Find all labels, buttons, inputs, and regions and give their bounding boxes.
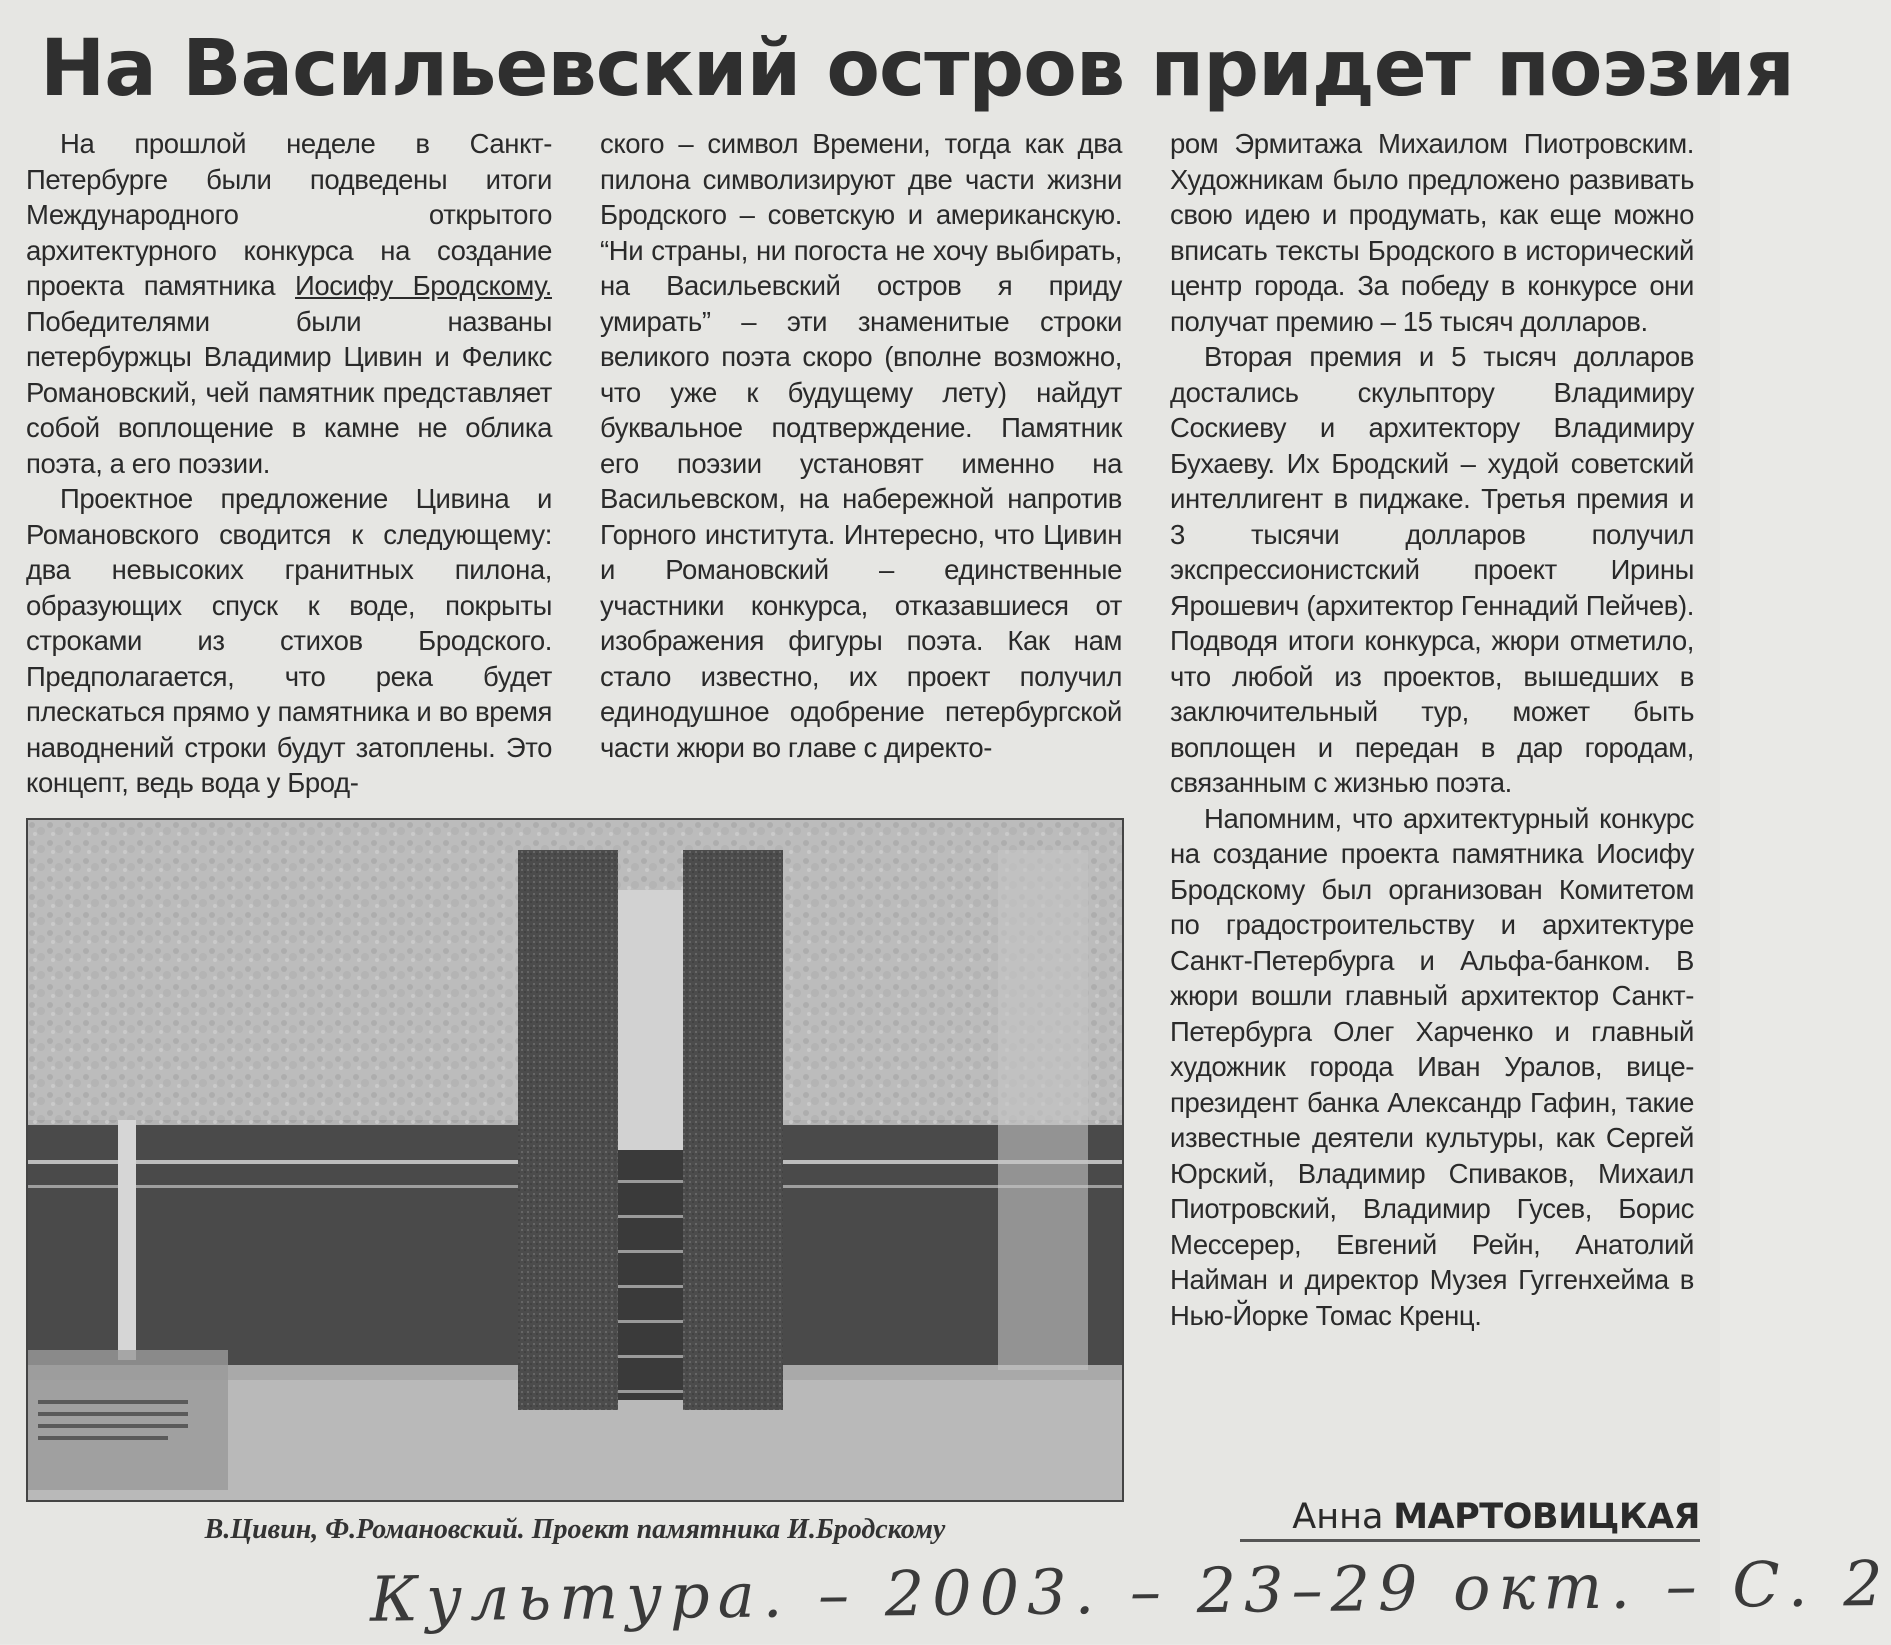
handwritten-source-note: Культура. – 2003. – 23–29 окт. – С. 2	[369, 1546, 1891, 1636]
paragraph: На прошлой неделе в Санкт-Петербурге были подведены итоги Международного открытого архитектурного конкурса на создание проекта памятника Иосифу Бродскому. Победителями были названы петербуржцы Владимир Цивин и Феликс Романовский, чей памятник представляет собой воплощение в камне не облика поэта, а его поэзии.	[26, 128, 552, 479]
article-headline: На Васильевский остров придет поэзия	[40, 24, 1794, 114]
author-byline	[1240, 1492, 1700, 1542]
monument-illustration	[28, 820, 1122, 1500]
paragraph: Проектное предложение Цивина и Романовского сводится к следующему: два невысоких гранитных пилона, образующих спуск к воде, покрыты строками из стихов Бродского. Предполагается, что река будет плескаться прямо у памятника и во время наводнений строки будут затоплены. Это концепт, ведь вода у Брод-	[26, 483, 552, 798]
article-column-2	[600, 126, 1122, 765]
underlined-name: Иосифу Бродскому.	[295, 270, 552, 301]
article-column-3	[1170, 126, 1694, 1333]
author-last-name: МАРТОВИЦКАЯ	[1393, 1497, 1700, 1537]
paragraph: Вторая премия и 5 тысяч долларов достались скульптору Владимиру Соскиеву и архитектору Владимиру Бухаеву. Их Бродский – худой советский интеллигент в пиджаке. Третья премия и 3 тысячи долларов получил экспрессионистский проект Ирины Ярошевич (архитектор Геннадий Пейчев). Подводя итоги конкурса, жюри отметило, что любой из проектов, вышедших в заключительный тур, может быть воплощен и передан в дар городам, связанным с жизнью поэта.	[1170, 341, 1694, 798]
author-first-name: Анна	[1292, 1497, 1384, 1537]
paragraph: ского – символ Времени, тогда как два пилона символизируют две части жизни Бродского – советскую и американскую. “Ни страны, ни погоста не хочу выбирать, на Васильевский остров я приду умирать” – эти знаменитые строки великого поэта скоро (вполне возможно, что уже к будущему лету) найдут буквальное подтверждение. Памятник его поэзии установят именно на Васильевском, на набережной напротив Горного института. Интересно, что Цивин и Романовский – единственные участники конкурса, отказавшиеся от изображения фигуры поэта. Как нам стало известно, их проект получил единодушное одобрение петербургской части жюри во главе с директо-	[600, 128, 1122, 763]
paragraph: Напомним, что архитектурный конкурс на создание проекта памятника Иосифу Бродскому был организован Комитетом по градостроительству и архитектуре Санкт-Петербурга и Альфа-банком. В жюри вошли главный архитектор Санкт-Петербурга Олег Харченко и главный художник города Иван Уралов, вице-президент банка Александр Гафин, такие известные деятели культуры, как Сергей Юрский, Владимир Спиваков, Михаил Пиотровский, Владимир Гусев, Борис Мессерер, Евгений Рейн, Анатолий Найман и директор Музея Гуггенхейма в Нью-Йорке Томас Кренц.	[1170, 802, 1694, 1331]
article-column-1	[26, 126, 552, 801]
photo-caption: В.Цивин, Ф.Романовский. Проект памятника И.Бродскому	[204, 1514, 946, 1545]
monument-photo	[26, 818, 1124, 1502]
paragraph: ром Эрмитажа Михаилом Пиотровским. Художникам было предложено развивать свою идею и продумать, как еще можно вписать тексты Бродского в исторический центр города. За победу в конкурсе они получат премию – 15 тысяч долларов.	[1170, 128, 1694, 337]
